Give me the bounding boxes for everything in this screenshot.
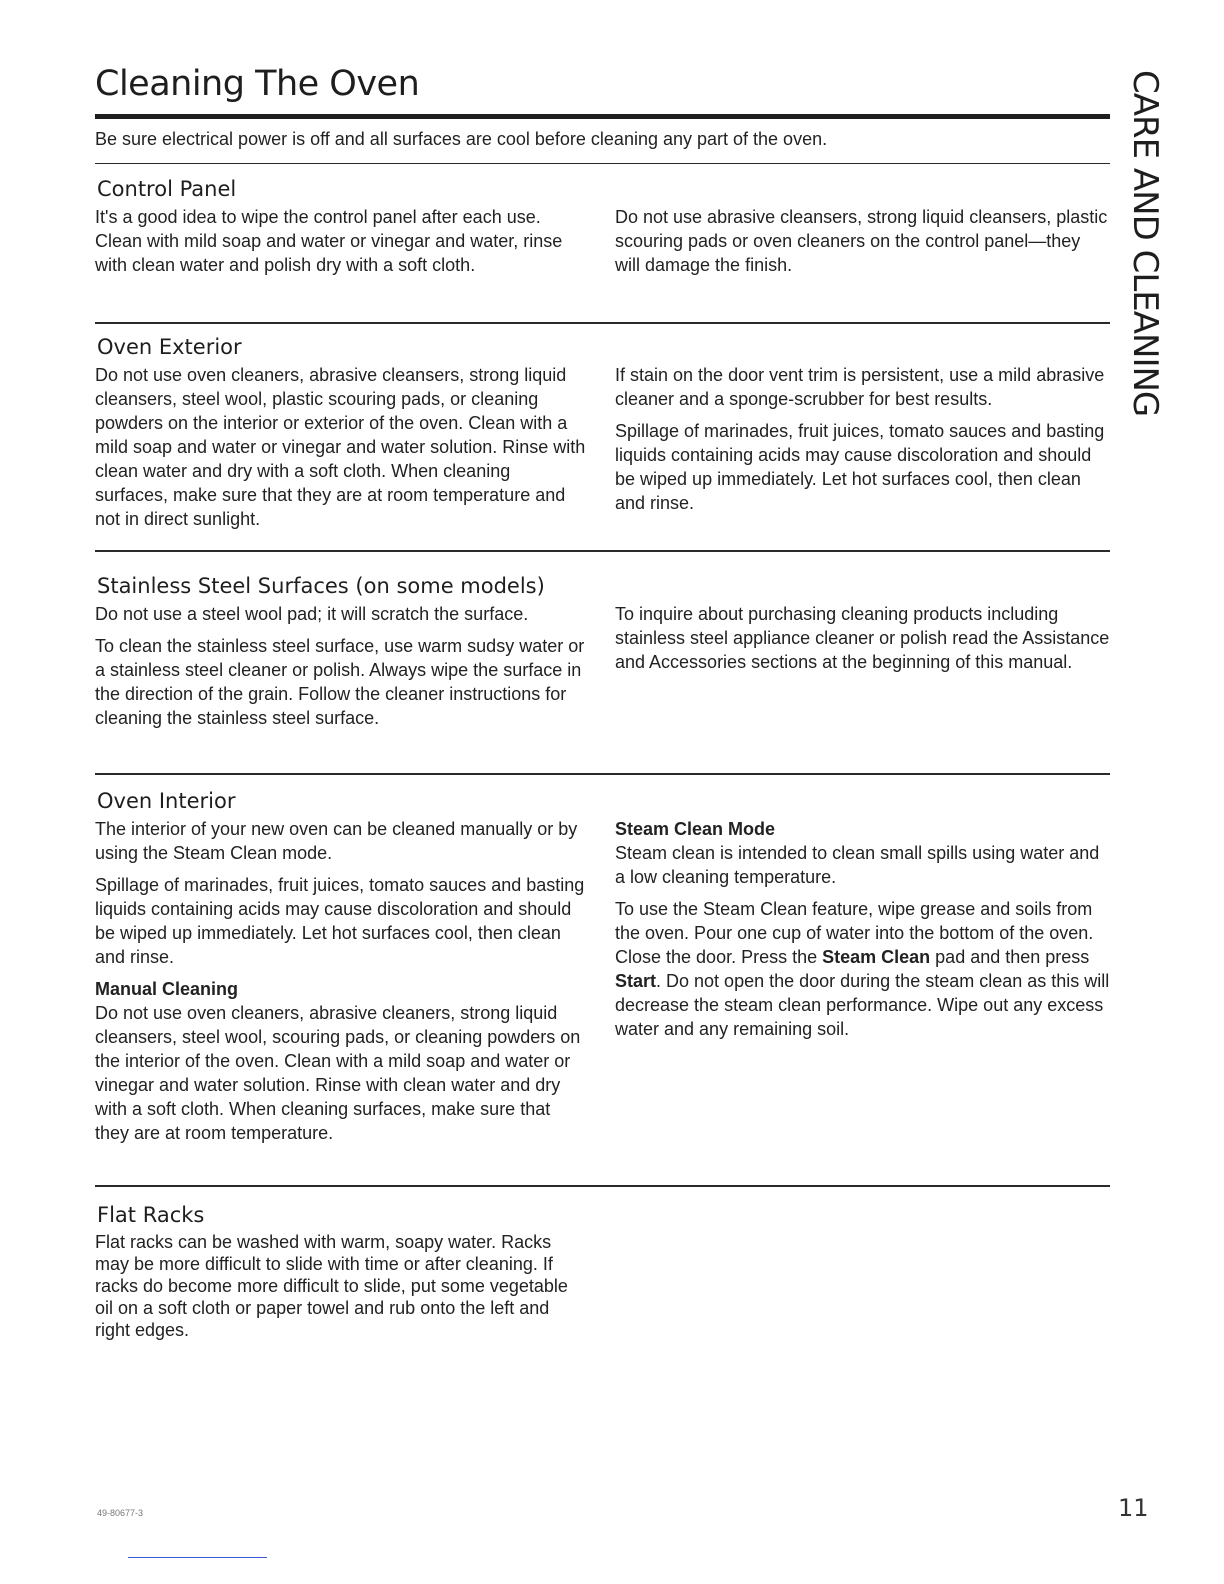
right-column	[615, 817, 1110, 1153]
left-column	[95, 602, 587, 738]
paragraph: The interior of your new oven can be cleaned manually or by using the Steam Clean mode.	[95, 819, 578, 863]
side-tab-label: CARE AND CLEANING	[1125, 70, 1165, 417]
divider	[95, 773, 1110, 775]
section-control-panel	[95, 177, 1110, 285]
right-column	[615, 205, 1110, 285]
divider	[95, 322, 1110, 324]
left-column	[95, 1231, 587, 1349]
left-column	[95, 817, 587, 1153]
paragraph: To clean the stainless steel surface, use warm sudsy water or a stainless steel cleaner or polish. Always wipe the surface in the direction of the grain. Follow the cleaner instructions for cleaning the stainless steel surface.	[95, 636, 585, 728]
paragraph: To inquire about purchasing cleaning products including stainless steel appliance cleaner or polish read the Assistance and Accessories sections at the beginning of this manual.	[615, 604, 1110, 672]
paragraph: Steam clean is intended to clean small spills using water and a low cleaning temperature.	[615, 843, 1100, 887]
section-heading: Control Panel	[97, 177, 237, 201]
section-oven-interior	[95, 789, 1110, 1153]
section-stainless-steel	[95, 574, 1110, 738]
title-rule	[95, 114, 1110, 119]
intro-text: Be sure electrical power is off and all surfaces are cool before cleaning any part of the oven.	[95, 129, 828, 149]
page-number: 11	[1118, 1494, 1149, 1522]
divider	[95, 1185, 1110, 1187]
paragraph	[615, 897, 1110, 1041]
paragraph: It's a good idea to wipe the control panel after each use. Clean with mild soap and water or vinegar and water, rinse with clean water and polish dry with a soft cloth.	[95, 207, 563, 275]
section-heading: Flat Racks	[97, 1203, 205, 1227]
bottom-line	[128, 1557, 267, 1558]
document-number: 49-80677-3	[97, 1508, 144, 1518]
paragraph: Flat racks can be washed with warm, soapy water. Racks may be more difficult to slide with time or after cleaning. If racks do become more difficult to slide, put some vegetable oil on a soft cloth or paper towel and rub onto the left and right edges.	[95, 1232, 568, 1340]
paragraph: If stain on the door vent trim is persistent, use a mild abrasive cleaner and a sponge-scrubber for best results.	[615, 365, 1105, 409]
page-title: Cleaning The Oven	[95, 64, 420, 104]
text-run: . Do not open the door during the steam clean as this will decrease the steam clean performance. Wipe out any excess water and any remaining soil.	[615, 971, 1110, 1039]
paragraph: Do not use a steel wool pad; it will scratch the surface.	[95, 604, 529, 624]
text-run: To use the Steam Clean feature, wipe grease and soils from the oven. Pour one cup of water into the bottom of the oven. Close the door. Press the	[615, 899, 1094, 967]
section-flat-racks	[95, 1203, 1110, 1349]
section-heading: Oven Interior	[97, 789, 236, 813]
divider	[95, 550, 1110, 552]
text-run: pad and then press	[930, 947, 1090, 967]
paragraph: Do not use oven cleaners, abrasive cleaners, strong liquid cleansers, steel wool, scouring pads, or cleaning powders on the interior of the oven. Clean with a mild soap and water or vinegar and water solution. Rinse with clean water and dry with a soft cloth. When cleaning surfaces, make sure that they are at room temperature.	[95, 1003, 581, 1143]
divider	[95, 163, 1110, 164]
paragraph: Do not use oven cleaners, abrasive cleansers, strong liquid cleansers, steel wool, plastic scouring pads, or cleaning powders on the interior or exterior of the oven. Clean with a mild soap and water or vinegar and water solution. Rinse with clean water and dry with a soft cloth. When cleaning surfaces, make sure that they are at room temperature and not in direct sunlight.	[95, 365, 586, 529]
paragraph: Spillage of marinades, fruit juices, tomato sauces and basting liquids containing acids may cause discoloration and should be wiped up immediately. Let hot surfaces cool, then clean and rinse.	[615, 421, 1105, 513]
subheading-steam-clean: Steam Clean Mode	[615, 819, 776, 839]
paragraph: Spillage of marinades, fruit juices, tomato sauces and basting liquids containing acids may cause discoloration and should be wiped up immediately. Let hot surfaces cool, then clean and rinse.	[95, 875, 585, 967]
section-oven-exterior	[95, 335, 1110, 539]
right-column	[615, 363, 1110, 539]
paragraph: Do not use abrasive cleansers, strong liquid cleansers, plastic scouring pads or oven cleaners on the control panel—they will damage the finish.	[615, 207, 1108, 275]
left-column	[95, 363, 587, 539]
section-heading: Stainless Steel Surfaces (on some models)	[97, 574, 545, 598]
left-column	[95, 205, 587, 285]
side-tab	[1125, 70, 1165, 470]
right-column	[615, 602, 1110, 738]
bold-steam-clean: Steam Clean	[822, 947, 931, 967]
subheading-manual-cleaning: Manual Cleaning	[95, 979, 239, 999]
bold-start: Start	[615, 971, 657, 991]
section-heading: Oven Exterior	[97, 335, 242, 359]
